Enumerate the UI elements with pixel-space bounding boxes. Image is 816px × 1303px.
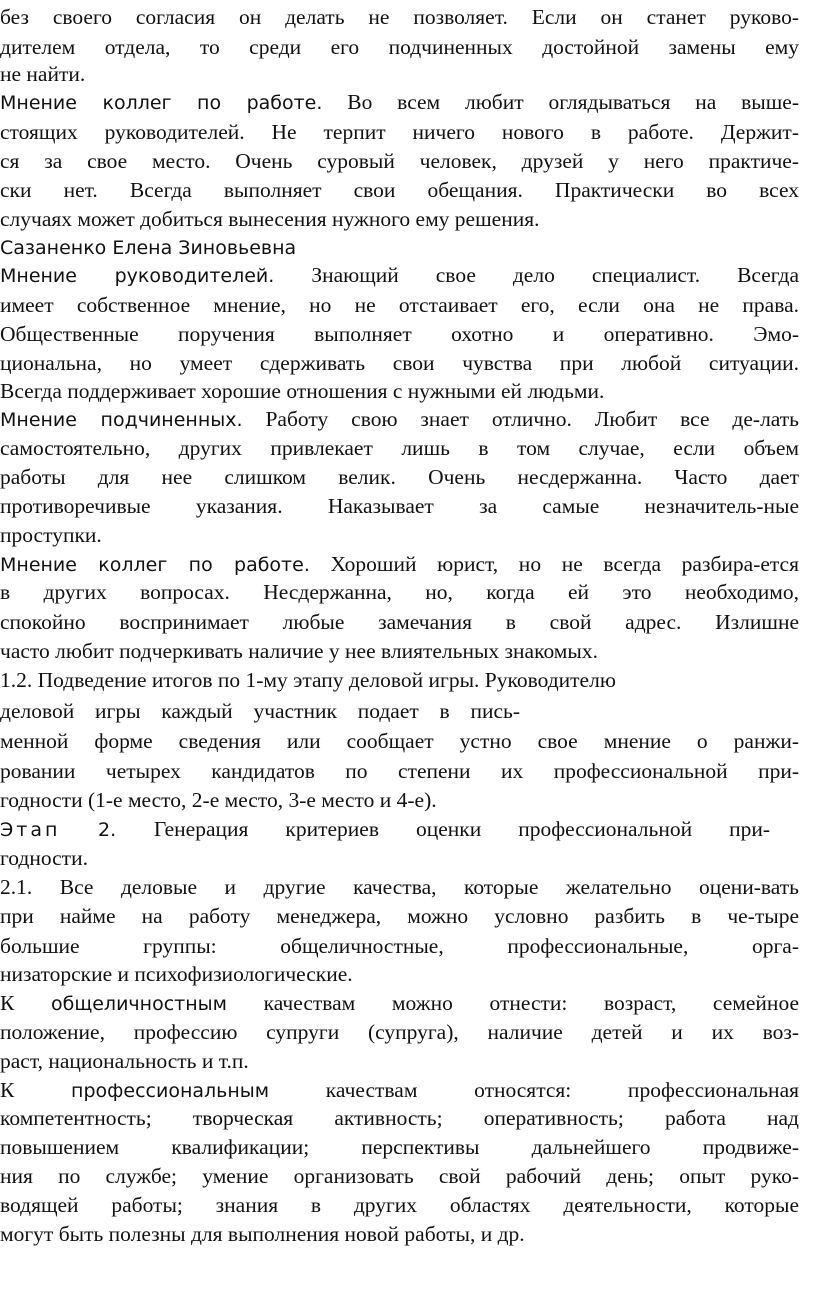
text-line (0, 204, 799, 234)
text-label: общеличностным (51, 993, 227, 1015)
text-line (0, 1161, 799, 1191)
text-run: самостоятельно, других привлекает лишь в том случае, если объем (0, 436, 799, 460)
text-run: работы для нее слишком велик. Очень несдержанна. Часто дает (0, 465, 799, 489)
text-line (0, 462, 799, 492)
text-line (0, 1046, 799, 1076)
text-line (0, 1219, 799, 1249)
text-line (0, 1017, 799, 1047)
text-line (0, 696, 520, 726)
text-line (0, 260, 799, 290)
text-line (0, 636, 799, 666)
text-line (0, 1103, 799, 1133)
text-run: не найти. (0, 62, 86, 86)
text-line (0, 843, 799, 873)
text-run: повышением квалификации; перспективы дальнейшего продвиже- (0, 1135, 799, 1159)
text-run: 2.1. Все деловые и другие качества, которые желательно оцени-вать (0, 875, 799, 899)
text-line (0, 814, 770, 844)
text-label: Мнение коллег по работе. (0, 92, 323, 114)
text-run: дителем отдела, то среди его подчиненных достойной замены ему (0, 35, 799, 59)
text-line (0, 549, 799, 579)
text-run: 1.2. Подведение итогов по 1-му этапу деловой игры. Руководителю (0, 668, 616, 692)
text-run: К (0, 1078, 72, 1102)
text-run: годности (1-е место, 2-е место, 3-е место и 4-е). (0, 788, 437, 812)
text-run: стоящих руководителей. Не терпит ничего нового в работе. Держит- (0, 120, 799, 144)
text-label: Этап (0, 819, 61, 841)
text-line (0, 2, 799, 32)
text-line (0, 1190, 799, 1220)
text-line (0, 607, 799, 637)
text-line (0, 959, 799, 989)
text-run: проступки. (0, 523, 102, 547)
text-run: циональна, но умеет сдерживать свои чувства при любой ситуации. (0, 351, 799, 375)
text-run: Во всем любит оглядываться на выше- (322, 90, 799, 114)
text-run: Всегда поддерживает хорошие отношения с нужными ей людьми. (0, 379, 605, 403)
text-run: качествам можно отнести: возраст, семейное (226, 991, 799, 1015)
text-line (0, 577, 799, 607)
text-run: водящей работы; знания в других областях деятельности, которые (0, 1193, 799, 1217)
text-label: профессиональным (71, 1080, 270, 1102)
text-run: могут быть полезны для выполнения новой работы, и др. (0, 1222, 525, 1246)
text-run: противоречивые указания. Наказывает за самые незначитель-ные (0, 494, 799, 518)
text-run: Генерация критериев оценки профессиональной при- (153, 817, 770, 841)
text-run: Работу свою знает отлично. Любит все де-лать (242, 407, 799, 431)
text-run: годности. (0, 846, 88, 870)
text-line (0, 232, 799, 262)
text-run: качествам относятся: профессиональная (269, 1078, 799, 1102)
text-line (0, 87, 799, 117)
text-run: Знающий свое дело специалист. Всегда (274, 263, 799, 287)
text-line (0, 175, 799, 205)
text-run: спокойно воспринимает любые замечания в свой адрес. Излишне (0, 610, 799, 634)
text-run: большие группы: общеличностные, профессиональные, орга- (0, 934, 799, 958)
text-run: Общественные поручения выполняет охотно и оперативно. Эмо- (0, 322, 799, 346)
text-run: случаях может добиться вынесения нужного ему решения. (0, 207, 540, 231)
text-line (0, 665, 799, 695)
text-line (0, 404, 799, 434)
text-label: Мнение подчиненных. (0, 409, 243, 431)
text-label: 2. (60, 819, 154, 841)
text-run: положение, профессию супруги (супруга), наличие детей и их воз- (0, 1020, 799, 1044)
text-line (0, 726, 799, 756)
text-line (0, 872, 799, 902)
text-line (0, 756, 799, 786)
text-run: ния по службе; умение организовать свой рабочий день; опыт руко- (0, 1164, 799, 1188)
text-run: низаторские и психофизиологические. (0, 962, 353, 986)
text-line (0, 785, 799, 815)
text-line (0, 319, 799, 349)
text-run: компетентность; творческая активность; оперативность; работа над (0, 1106, 799, 1130)
text-run: Хороший юрист, но не всегда разбира-ется (309, 552, 799, 576)
text-line (0, 931, 799, 961)
text-line (0, 146, 799, 176)
text-run: часто любит подчеркивать наличие у нее влиятельных знакомых. (0, 639, 598, 663)
text-run: без своего согласия он делать не позволяет. Если он станет руково- (0, 5, 799, 29)
text-run: в других вопросах. Несдержанна, но, когда ей это необходимо, (0, 580, 799, 604)
text-run: менной форме сведения или сообщает устно свое мнение о ранжи- (0, 729, 799, 753)
text-line (0, 1132, 799, 1162)
text-run: ровании четырех кандидатов по степени их профессиональной при- (0, 759, 799, 783)
text-line (0, 117, 799, 147)
text-label: Сазаненко Елена Зиновьевна (0, 237, 297, 259)
text-line (0, 901, 799, 931)
text-run: К (0, 991, 51, 1015)
text-line (0, 290, 799, 320)
text-run: ски нет. Всегда выполняет свои обещания. Практически во всех (0, 178, 799, 202)
text-line (0, 988, 799, 1018)
text-line (0, 520, 799, 550)
text-line (0, 1075, 799, 1105)
text-line (0, 59, 799, 89)
text-run: ся за свое место. Очень суровый человек, друзей у него практиче- (0, 149, 799, 173)
text-line (0, 376, 799, 406)
text-label: Мнение руководителей. (0, 265, 275, 287)
text-run: деловой игры каждый участник подает в пись- (0, 699, 520, 723)
text-line (0, 433, 799, 463)
text-label: Мнение коллег по работе. (0, 554, 310, 576)
text-run: раст, национальность и т.п. (0, 1049, 249, 1073)
text-line (0, 32, 799, 62)
text-line (0, 348, 799, 378)
text-run: имеет собственное мнение, но не отстаивает его, если она не права. (0, 293, 799, 317)
text-line (0, 491, 799, 521)
text-run: при найме на работу менеджера, можно условно разбить в че-тыре (0, 904, 799, 928)
